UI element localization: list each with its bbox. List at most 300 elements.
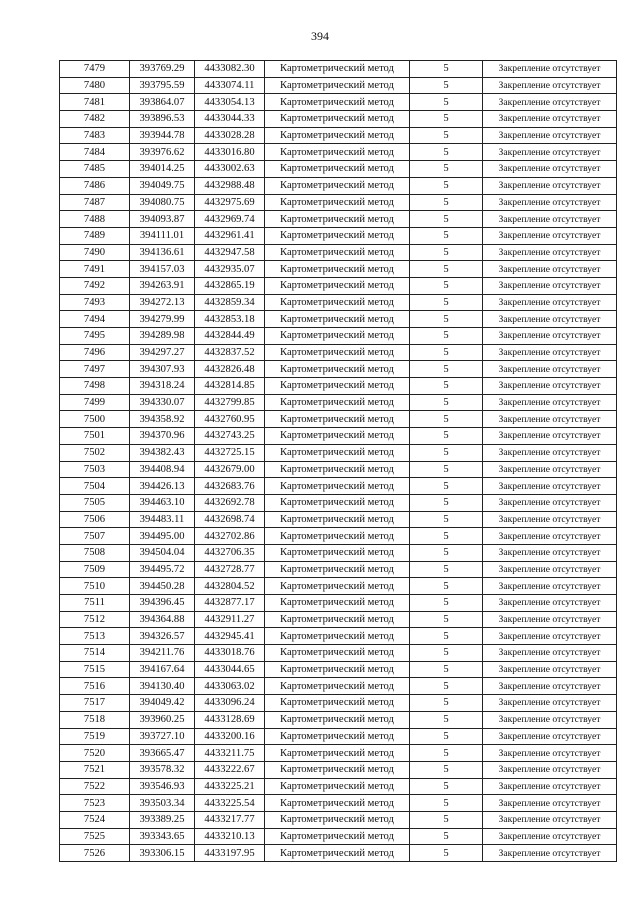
point-number-cell: 7512: [60, 611, 130, 628]
table-row: [60, 194, 617, 211]
fixing-cell: Закрепление отсутствует: [483, 711, 617, 728]
fixing-cell: Закрепление отсутствует: [483, 311, 617, 328]
table-row: [60, 344, 617, 361]
point-number-cell: 7501: [60, 428, 130, 445]
x-coordinate-cell: 394358.92: [130, 411, 195, 428]
precision-cell: 5: [410, 127, 483, 144]
method-cell: Картометрический метод: [265, 394, 410, 411]
x-coordinate-cell: 394326.57: [130, 628, 195, 645]
precision-cell: 5: [410, 678, 483, 695]
x-coordinate-cell: 394289.98: [130, 328, 195, 345]
precision-cell: 5: [410, 61, 483, 78]
precision-cell: 5: [410, 494, 483, 511]
x-coordinate-cell: 394504.04: [130, 544, 195, 561]
method-cell: Картометрический метод: [265, 94, 410, 111]
fixing-cell: Закрепление отсутствует: [483, 94, 617, 111]
method-cell: Картометрический метод: [265, 811, 410, 828]
y-coordinate-cell: 4433225.54: [195, 795, 265, 812]
point-number-cell: 7489: [60, 227, 130, 244]
point-number-cell: 7522: [60, 778, 130, 795]
y-coordinate-cell: 4433222.67: [195, 761, 265, 778]
y-coordinate-cell: 4432859.34: [195, 294, 265, 311]
point-number-cell: 7488: [60, 211, 130, 228]
table-row: [60, 494, 617, 511]
fixing-cell: Закрепление отсутствует: [483, 544, 617, 561]
table-row: [60, 277, 617, 294]
precision-cell: 5: [410, 511, 483, 528]
x-coordinate-cell: 394307.93: [130, 361, 195, 378]
y-coordinate-cell: 4433044.65: [195, 661, 265, 678]
fixing-cell: Закрепление отсутствует: [483, 111, 617, 128]
point-number-cell: 7505: [60, 494, 130, 511]
fixing-cell: Закрепление отсутствует: [483, 728, 617, 745]
point-number-cell: 7495: [60, 328, 130, 345]
x-coordinate-cell: 394080.75: [130, 194, 195, 211]
y-coordinate-cell: 4432743.25: [195, 428, 265, 445]
coordinates-table-body: [60, 61, 617, 862]
x-coordinate-cell: 393896.53: [130, 111, 195, 128]
fixing-cell: Закрепление отсутствует: [483, 328, 617, 345]
fixing-cell: Закрепление отсутствует: [483, 394, 617, 411]
y-coordinate-cell: 4433074.11: [195, 77, 265, 94]
point-number-cell: 7513: [60, 628, 130, 645]
method-cell: Картометрический метод: [265, 611, 410, 628]
table-row: [60, 261, 617, 278]
method-cell: Картометрический метод: [265, 761, 410, 778]
fixing-cell: Закрепление отсутствует: [483, 61, 617, 78]
method-cell: Картометрический метод: [265, 678, 410, 695]
y-coordinate-cell: 4432911.27: [195, 611, 265, 628]
point-number-cell: 7525: [60, 828, 130, 845]
precision-cell: 5: [410, 311, 483, 328]
point-number-cell: 7507: [60, 528, 130, 545]
table-row: [60, 161, 617, 178]
point-number-cell: 7510: [60, 578, 130, 595]
method-cell: Картометрический метод: [265, 194, 410, 211]
x-coordinate-cell: 394318.24: [130, 378, 195, 395]
point-number-cell: 7526: [60, 845, 130, 862]
precision-cell: 5: [410, 578, 483, 595]
y-coordinate-cell: 4433054.13: [195, 94, 265, 111]
y-coordinate-cell: 4433211.75: [195, 745, 265, 762]
y-coordinate-cell: 4433210.13: [195, 828, 265, 845]
x-coordinate-cell: 394279.99: [130, 311, 195, 328]
x-coordinate-cell: 394272.13: [130, 294, 195, 311]
fixing-cell: Закрепление отсутствует: [483, 528, 617, 545]
y-coordinate-cell: 4432961.41: [195, 227, 265, 244]
y-coordinate-cell: 4432853.18: [195, 311, 265, 328]
table-row: [60, 111, 617, 128]
method-cell: Картометрический метод: [265, 511, 410, 528]
method-cell: Картометрический метод: [265, 478, 410, 495]
method-cell: Картометрический метод: [265, 344, 410, 361]
precision-cell: 5: [410, 728, 483, 745]
fixing-cell: Закрепление отсутствует: [483, 161, 617, 178]
fixing-cell: Закрепление отсутствует: [483, 645, 617, 662]
fixing-cell: Закрепление отсутствует: [483, 428, 617, 445]
fixing-cell: Закрепление отсутствует: [483, 361, 617, 378]
y-coordinate-cell: 4433018.76: [195, 645, 265, 662]
table-row: [60, 611, 617, 628]
fixing-cell: Закрепление отсутствует: [483, 611, 617, 628]
fixing-cell: Закрепление отсутствует: [483, 578, 617, 595]
x-coordinate-cell: 394157.03: [130, 261, 195, 278]
precision-cell: 5: [410, 177, 483, 194]
fixing-cell: Закрепление отсутствует: [483, 211, 617, 228]
point-number-cell: 7483: [60, 127, 130, 144]
table-row: [60, 61, 617, 78]
page-number: 394: [311, 29, 329, 43]
precision-cell: 5: [410, 378, 483, 395]
table-row: [60, 428, 617, 445]
table-row: [60, 144, 617, 161]
precision-cell: 5: [410, 595, 483, 612]
table-row: [60, 561, 617, 578]
fixing-cell: Закрепление отсутствует: [483, 561, 617, 578]
point-number-cell: 7508: [60, 544, 130, 561]
x-coordinate-cell: 393665.47: [130, 745, 195, 762]
x-coordinate-cell: 394364.88: [130, 611, 195, 628]
x-coordinate-cell: 393960.25: [130, 711, 195, 728]
point-number-cell: 7509: [60, 561, 130, 578]
point-number-cell: 7520: [60, 745, 130, 762]
precision-cell: 5: [410, 695, 483, 712]
precision-cell: 5: [410, 294, 483, 311]
table-row: [60, 328, 617, 345]
table-row: [60, 361, 617, 378]
point-number-cell: 7481: [60, 94, 130, 111]
fixing-cell: Закрепление отсутствует: [483, 261, 617, 278]
point-number-cell: 7503: [60, 461, 130, 478]
method-cell: Картометрический метод: [265, 378, 410, 395]
y-coordinate-cell: 4432844.49: [195, 328, 265, 345]
method-cell: Картометрический метод: [265, 795, 410, 812]
precision-cell: 5: [410, 211, 483, 228]
point-number-cell: 7504: [60, 478, 130, 495]
y-coordinate-cell: 4433028.28: [195, 127, 265, 144]
table-row: [60, 528, 617, 545]
x-coordinate-cell: 393503.34: [130, 795, 195, 812]
precision-cell: 5: [410, 544, 483, 561]
table-row: [60, 595, 617, 612]
method-cell: Картометрический метод: [265, 528, 410, 545]
table-row: [60, 661, 617, 678]
precision-cell: 5: [410, 561, 483, 578]
fixing-cell: Закрепление отсутствует: [483, 761, 617, 778]
y-coordinate-cell: 4432969.74: [195, 211, 265, 228]
precision-cell: 5: [410, 428, 483, 445]
table-row: [60, 244, 617, 261]
y-coordinate-cell: 4433096.24: [195, 695, 265, 712]
x-coordinate-cell: 394450.28: [130, 578, 195, 595]
y-coordinate-cell: 4432865.19: [195, 277, 265, 294]
x-coordinate-cell: 393944.78: [130, 127, 195, 144]
table-row: [60, 378, 617, 395]
table-row: [60, 795, 617, 812]
table-row: [60, 578, 617, 595]
method-cell: Картометрический метод: [265, 277, 410, 294]
fixing-cell: Закрепление отсутствует: [483, 778, 617, 795]
method-cell: Картометрический метод: [265, 227, 410, 244]
x-coordinate-cell: 394382.43: [130, 444, 195, 461]
y-coordinate-cell: 4432877.17: [195, 595, 265, 612]
x-coordinate-cell: 394297.27: [130, 344, 195, 361]
fixing-cell: Закрепление отсутствует: [483, 144, 617, 161]
precision-cell: 5: [410, 261, 483, 278]
x-coordinate-cell: 394330.07: [130, 394, 195, 411]
y-coordinate-cell: 4432728.77: [195, 561, 265, 578]
x-coordinate-cell: 393727.10: [130, 728, 195, 745]
method-cell: Картометрический метод: [265, 728, 410, 745]
fixing-cell: Закрепление отсутствует: [483, 277, 617, 294]
fixing-cell: Закрепление отсутствует: [483, 378, 617, 395]
y-coordinate-cell: 4432679.00: [195, 461, 265, 478]
table-row: [60, 811, 617, 828]
precision-cell: 5: [410, 745, 483, 762]
table-row: [60, 761, 617, 778]
y-coordinate-cell: 4433082.30: [195, 61, 265, 78]
y-coordinate-cell: 4432804.52: [195, 578, 265, 595]
method-cell: Картометрический метод: [265, 311, 410, 328]
fixing-cell: Закрепление отсутствует: [483, 661, 617, 678]
precision-cell: 5: [410, 161, 483, 178]
fixing-cell: Закрепление отсутствует: [483, 244, 617, 261]
method-cell: Картометрический метод: [265, 595, 410, 612]
table-row: [60, 511, 617, 528]
method-cell: Картометрический метод: [265, 544, 410, 561]
precision-cell: 5: [410, 394, 483, 411]
point-number-cell: 7490: [60, 244, 130, 261]
y-coordinate-cell: 4432683.76: [195, 478, 265, 495]
precision-cell: 5: [410, 845, 483, 862]
point-number-cell: 7497: [60, 361, 130, 378]
fixing-cell: Закрепление отсутствует: [483, 828, 617, 845]
method-cell: Картометрический метод: [265, 211, 410, 228]
table-row: [60, 227, 617, 244]
method-cell: Картометрический метод: [265, 61, 410, 78]
point-number-cell: 7479: [60, 61, 130, 78]
precision-cell: 5: [410, 761, 483, 778]
precision-cell: 5: [410, 528, 483, 545]
fixing-cell: Закрепление отсутствует: [483, 444, 617, 461]
y-coordinate-cell: 4432692.78: [195, 494, 265, 511]
table-row: [60, 461, 617, 478]
y-coordinate-cell: 4432826.48: [195, 361, 265, 378]
x-coordinate-cell: 394463.10: [130, 494, 195, 511]
fixing-cell: Закрепление отсутствует: [483, 294, 617, 311]
method-cell: Картометрический метод: [265, 244, 410, 261]
point-number-cell: 7500: [60, 411, 130, 428]
x-coordinate-cell: 394483.11: [130, 511, 195, 528]
method-cell: Картометрический метод: [265, 127, 410, 144]
x-coordinate-cell: 393795.59: [130, 77, 195, 94]
method-cell: Картометрический метод: [265, 661, 410, 678]
y-coordinate-cell: 4432760.95: [195, 411, 265, 428]
point-number-cell: 7480: [60, 77, 130, 94]
x-coordinate-cell: 394495.00: [130, 528, 195, 545]
precision-cell: 5: [410, 194, 483, 211]
precision-cell: 5: [410, 795, 483, 812]
point-number-cell: 7485: [60, 161, 130, 178]
y-coordinate-cell: 4433128.69: [195, 711, 265, 728]
y-coordinate-cell: 4432725.15: [195, 444, 265, 461]
fixing-cell: Закрепление отсутствует: [483, 177, 617, 194]
x-coordinate-cell: 393343.65: [130, 828, 195, 845]
method-cell: Картометрический метод: [265, 778, 410, 795]
method-cell: Картометрический метод: [265, 411, 410, 428]
point-number-cell: 7519: [60, 728, 130, 745]
x-coordinate-cell: 393769.29: [130, 61, 195, 78]
x-coordinate-cell: 394426.13: [130, 478, 195, 495]
table-row: [60, 311, 617, 328]
x-coordinate-cell: 394211.76: [130, 645, 195, 662]
x-coordinate-cell: 394495.72: [130, 561, 195, 578]
fixing-cell: Закрепление отсутствует: [483, 411, 617, 428]
method-cell: Картометрический метод: [265, 645, 410, 662]
precision-cell: 5: [410, 711, 483, 728]
fixing-cell: Закрепление отсутствует: [483, 628, 617, 645]
precision-cell: 5: [410, 328, 483, 345]
method-cell: Картометрический метод: [265, 328, 410, 345]
point-number-cell: 7524: [60, 811, 130, 828]
table-row: [60, 444, 617, 461]
x-coordinate-cell: 394093.87: [130, 211, 195, 228]
x-coordinate-cell: 393976.62: [130, 144, 195, 161]
point-number-cell: 7491: [60, 261, 130, 278]
coordinates-table: [59, 60, 617, 862]
method-cell: Картометрический метод: [265, 111, 410, 128]
method-cell: Картометрический метод: [265, 745, 410, 762]
y-coordinate-cell: 4432947.58: [195, 244, 265, 261]
point-number-cell: 7498: [60, 378, 130, 395]
precision-cell: 5: [410, 444, 483, 461]
table-row: [60, 711, 617, 728]
x-coordinate-cell: 393389.25: [130, 811, 195, 828]
method-cell: Картометрический метод: [265, 461, 410, 478]
method-cell: Картометрический метод: [265, 161, 410, 178]
point-number-cell: 7496: [60, 344, 130, 361]
y-coordinate-cell: 4433002.63: [195, 161, 265, 178]
precision-cell: 5: [410, 828, 483, 845]
precision-cell: 5: [410, 611, 483, 628]
precision-cell: 5: [410, 361, 483, 378]
fixing-cell: Закрепление отсутствует: [483, 511, 617, 528]
fixing-cell: Закрепление отсутствует: [483, 227, 617, 244]
point-number-cell: 7517: [60, 695, 130, 712]
precision-cell: 5: [410, 478, 483, 495]
table-row: [60, 845, 617, 862]
method-cell: Картометрический метод: [265, 444, 410, 461]
x-coordinate-cell: 394167.64: [130, 661, 195, 678]
y-coordinate-cell: 4433217.77: [195, 811, 265, 828]
table-row: [60, 177, 617, 194]
table-row: [60, 544, 617, 561]
x-coordinate-cell: 394111.01: [130, 227, 195, 244]
point-number-cell: 7493: [60, 294, 130, 311]
method-cell: Картометрический метод: [265, 144, 410, 161]
y-coordinate-cell: 4432945.41: [195, 628, 265, 645]
point-number-cell: 7511: [60, 595, 130, 612]
table-row: [60, 645, 617, 662]
fixing-cell: Закрепление отсутствует: [483, 695, 617, 712]
point-number-cell: 7487: [60, 194, 130, 211]
method-cell: Картометрический метод: [265, 294, 410, 311]
y-coordinate-cell: 4433044.33: [195, 111, 265, 128]
fixing-cell: Закрепление отсутствует: [483, 494, 617, 511]
method-cell: Картометрический метод: [265, 711, 410, 728]
point-number-cell: 7482: [60, 111, 130, 128]
point-number-cell: 7516: [60, 678, 130, 695]
point-number-cell: 7515: [60, 661, 130, 678]
y-coordinate-cell: 4432799.85: [195, 394, 265, 411]
precision-cell: 5: [410, 277, 483, 294]
fixing-cell: Закрепление отсутствует: [483, 811, 617, 828]
precision-cell: 5: [410, 94, 483, 111]
y-coordinate-cell: 4433225.21: [195, 778, 265, 795]
method-cell: Картометрический метод: [265, 428, 410, 445]
x-coordinate-cell: 393578.32: [130, 761, 195, 778]
x-coordinate-cell: 394049.75: [130, 177, 195, 194]
y-coordinate-cell: 4432837.52: [195, 344, 265, 361]
x-coordinate-cell: 394136.61: [130, 244, 195, 261]
point-number-cell: 7523: [60, 795, 130, 812]
x-coordinate-cell: 394408.94: [130, 461, 195, 478]
table-row: [60, 828, 617, 845]
precision-cell: 5: [410, 344, 483, 361]
point-number-cell: 7499: [60, 394, 130, 411]
fixing-cell: Закрепление отсутствует: [483, 795, 617, 812]
point-number-cell: 7518: [60, 711, 130, 728]
table-row: [60, 478, 617, 495]
y-coordinate-cell: 4433200.16: [195, 728, 265, 745]
y-coordinate-cell: 4432814.85: [195, 378, 265, 395]
x-coordinate-cell: 394014.25: [130, 161, 195, 178]
precision-cell: 5: [410, 461, 483, 478]
x-coordinate-cell: 394263.91: [130, 277, 195, 294]
fixing-cell: Закрепление отсутствует: [483, 678, 617, 695]
point-number-cell: 7506: [60, 511, 130, 528]
y-coordinate-cell: 4432975.69: [195, 194, 265, 211]
table-row: [60, 211, 617, 228]
fixing-cell: Закрепление отсутствует: [483, 77, 617, 94]
y-coordinate-cell: 4432935.07: [195, 261, 265, 278]
method-cell: Картометрический метод: [265, 494, 410, 511]
precision-cell: 5: [410, 778, 483, 795]
table-row: [60, 695, 617, 712]
precision-cell: 5: [410, 77, 483, 94]
method-cell: Картометрический метод: [265, 361, 410, 378]
fixing-cell: Закрепление отсутствует: [483, 478, 617, 495]
table-row: [60, 411, 617, 428]
point-number-cell: 7492: [60, 277, 130, 294]
fixing-cell: Закрепление отсутствует: [483, 194, 617, 211]
method-cell: Картометрический метод: [265, 261, 410, 278]
precision-cell: 5: [410, 411, 483, 428]
x-coordinate-cell: 394130.40: [130, 678, 195, 695]
fixing-cell: Закрепление отсутствует: [483, 344, 617, 361]
fixing-cell: Закрепление отсутствует: [483, 745, 617, 762]
y-coordinate-cell: 4433197.95: [195, 845, 265, 862]
fixing-cell: Закрепление отсутствует: [483, 845, 617, 862]
point-number-cell: 7521: [60, 761, 130, 778]
y-coordinate-cell: 4432988.48: [195, 177, 265, 194]
y-coordinate-cell: 4433016.80: [195, 144, 265, 161]
precision-cell: 5: [410, 111, 483, 128]
x-coordinate-cell: 393864.07: [130, 94, 195, 111]
point-number-cell: 7486: [60, 177, 130, 194]
table-row: [60, 394, 617, 411]
precision-cell: 5: [410, 227, 483, 244]
